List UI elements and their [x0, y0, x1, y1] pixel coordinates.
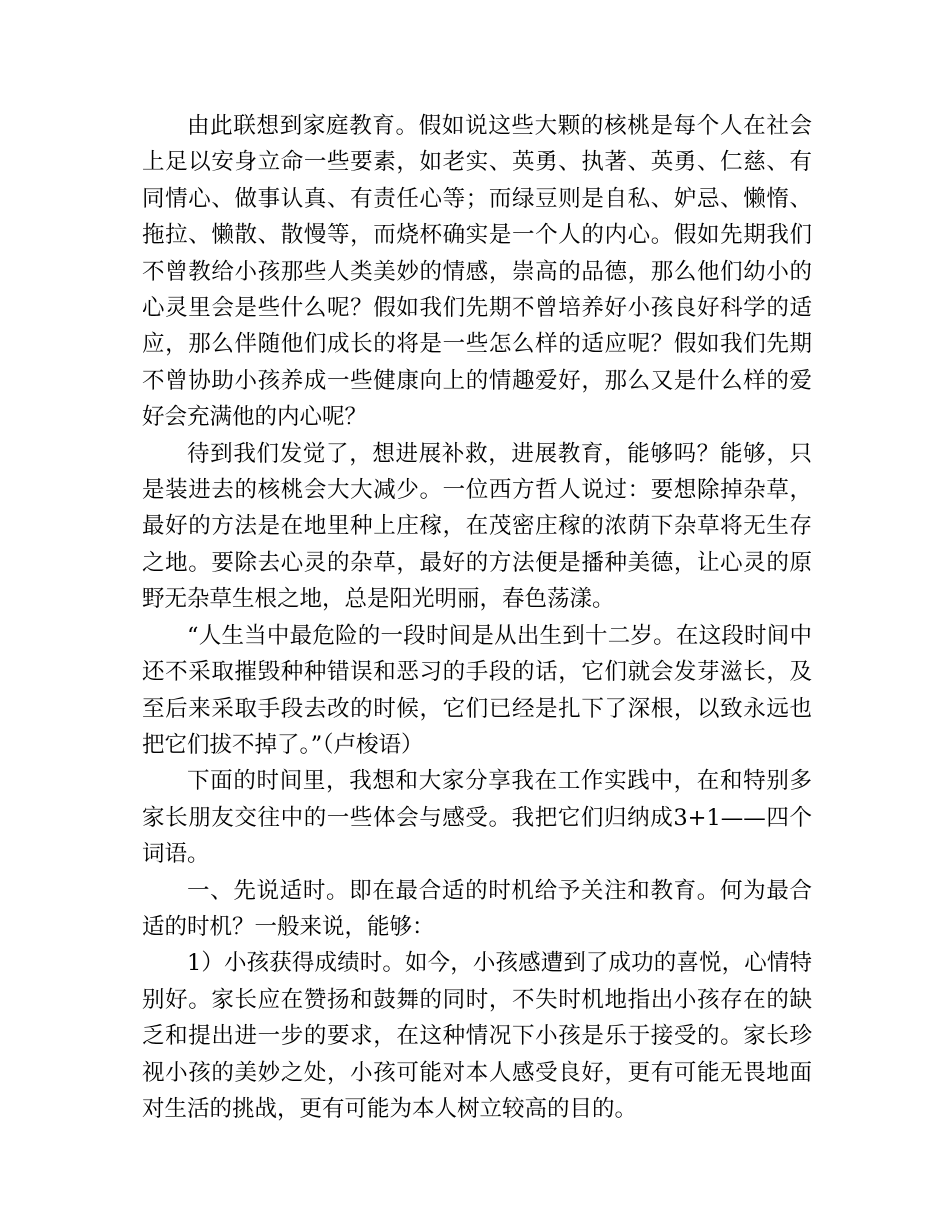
paragraph-timing-heading: 一、先说适时。即在最合适的时机给予关注和教育。何为最合适的时机？一般来说，能够：: [142, 877, 812, 940]
paragraph-rousseau-quote: “人生当中最危险的一段时间是从出生到十二岁。在这段时间中还不采取摧毁种种错误和恶习的手段的话，它们就会发芽滋长，及至后来采取手段去改的时候，它们已经是扎下了深根，以致永远也把它们拔不掉了。”（卢梭语）: [142, 622, 812, 758]
paragraph-achievement: 1）小孩获得成绩时。如今，小孩感遭到了成功的喜悦，心情特别好。家长应在赞扬和鼓舞的同时，不失时机地指出小孩存在的缺乏和提出进一步的要求，在这种情况下小孩是乐于接受的。家长珍视小孩的美妙之处，小孩可能对本人感受良好，更有可能无畏地面对生活的挑战，更有可能为本人树立较高的目的。: [142, 950, 812, 1122]
document-page: [142, 108, 812, 1127]
paragraph-sharing: 下面的时间里，我想和大家分享我在工作实践中，在和特别多家长朋友交往中的一些体会与感受。我把它们归纳成3+1——四个词语。: [142, 768, 812, 868]
paragraph-family-education: 由此联想到家庭教育。假如说这些大颗的核桃是每个人在社会上足以安身立命一些要素，如老实、英勇、执著、英勇、仁慈、有同情心、做事认真、有责任心等；而绿豆则是自私、妒忌、懒惰、拖拉、懒散、散慢等，而烧杯确实是一个人的内心。假如先期我们不曾教给小孩那些人类美妙的情感，崇高的品德，那么他们幼小的心灵里会是些什么呢？假如我们先期不曾培养好小孩良好科学的适应，那么伴随他们成长的将是一些怎么样的适应呢？假如我们先期不曾协助小孩养成一些健康向上的情趣爱好，那么又是什么样的爱好会充满他的内心呢？: [142, 113, 812, 431]
paragraph-remedy: 待到我们发觉了，想进展补救，进展教育，能够吗？能够，只是装进去的核桃会大大减少。一位西方哲人说过：要想除掉杂草，最好的方法是在地里种上庄稼，在茂密庄稼的浓荫下杂草将无生存之地。要除去心灵的杂草，最好的方法便是播种美德，让心灵的原野无杂草生根之地，总是阳光明丽，春色荡漾。: [142, 440, 812, 613]
